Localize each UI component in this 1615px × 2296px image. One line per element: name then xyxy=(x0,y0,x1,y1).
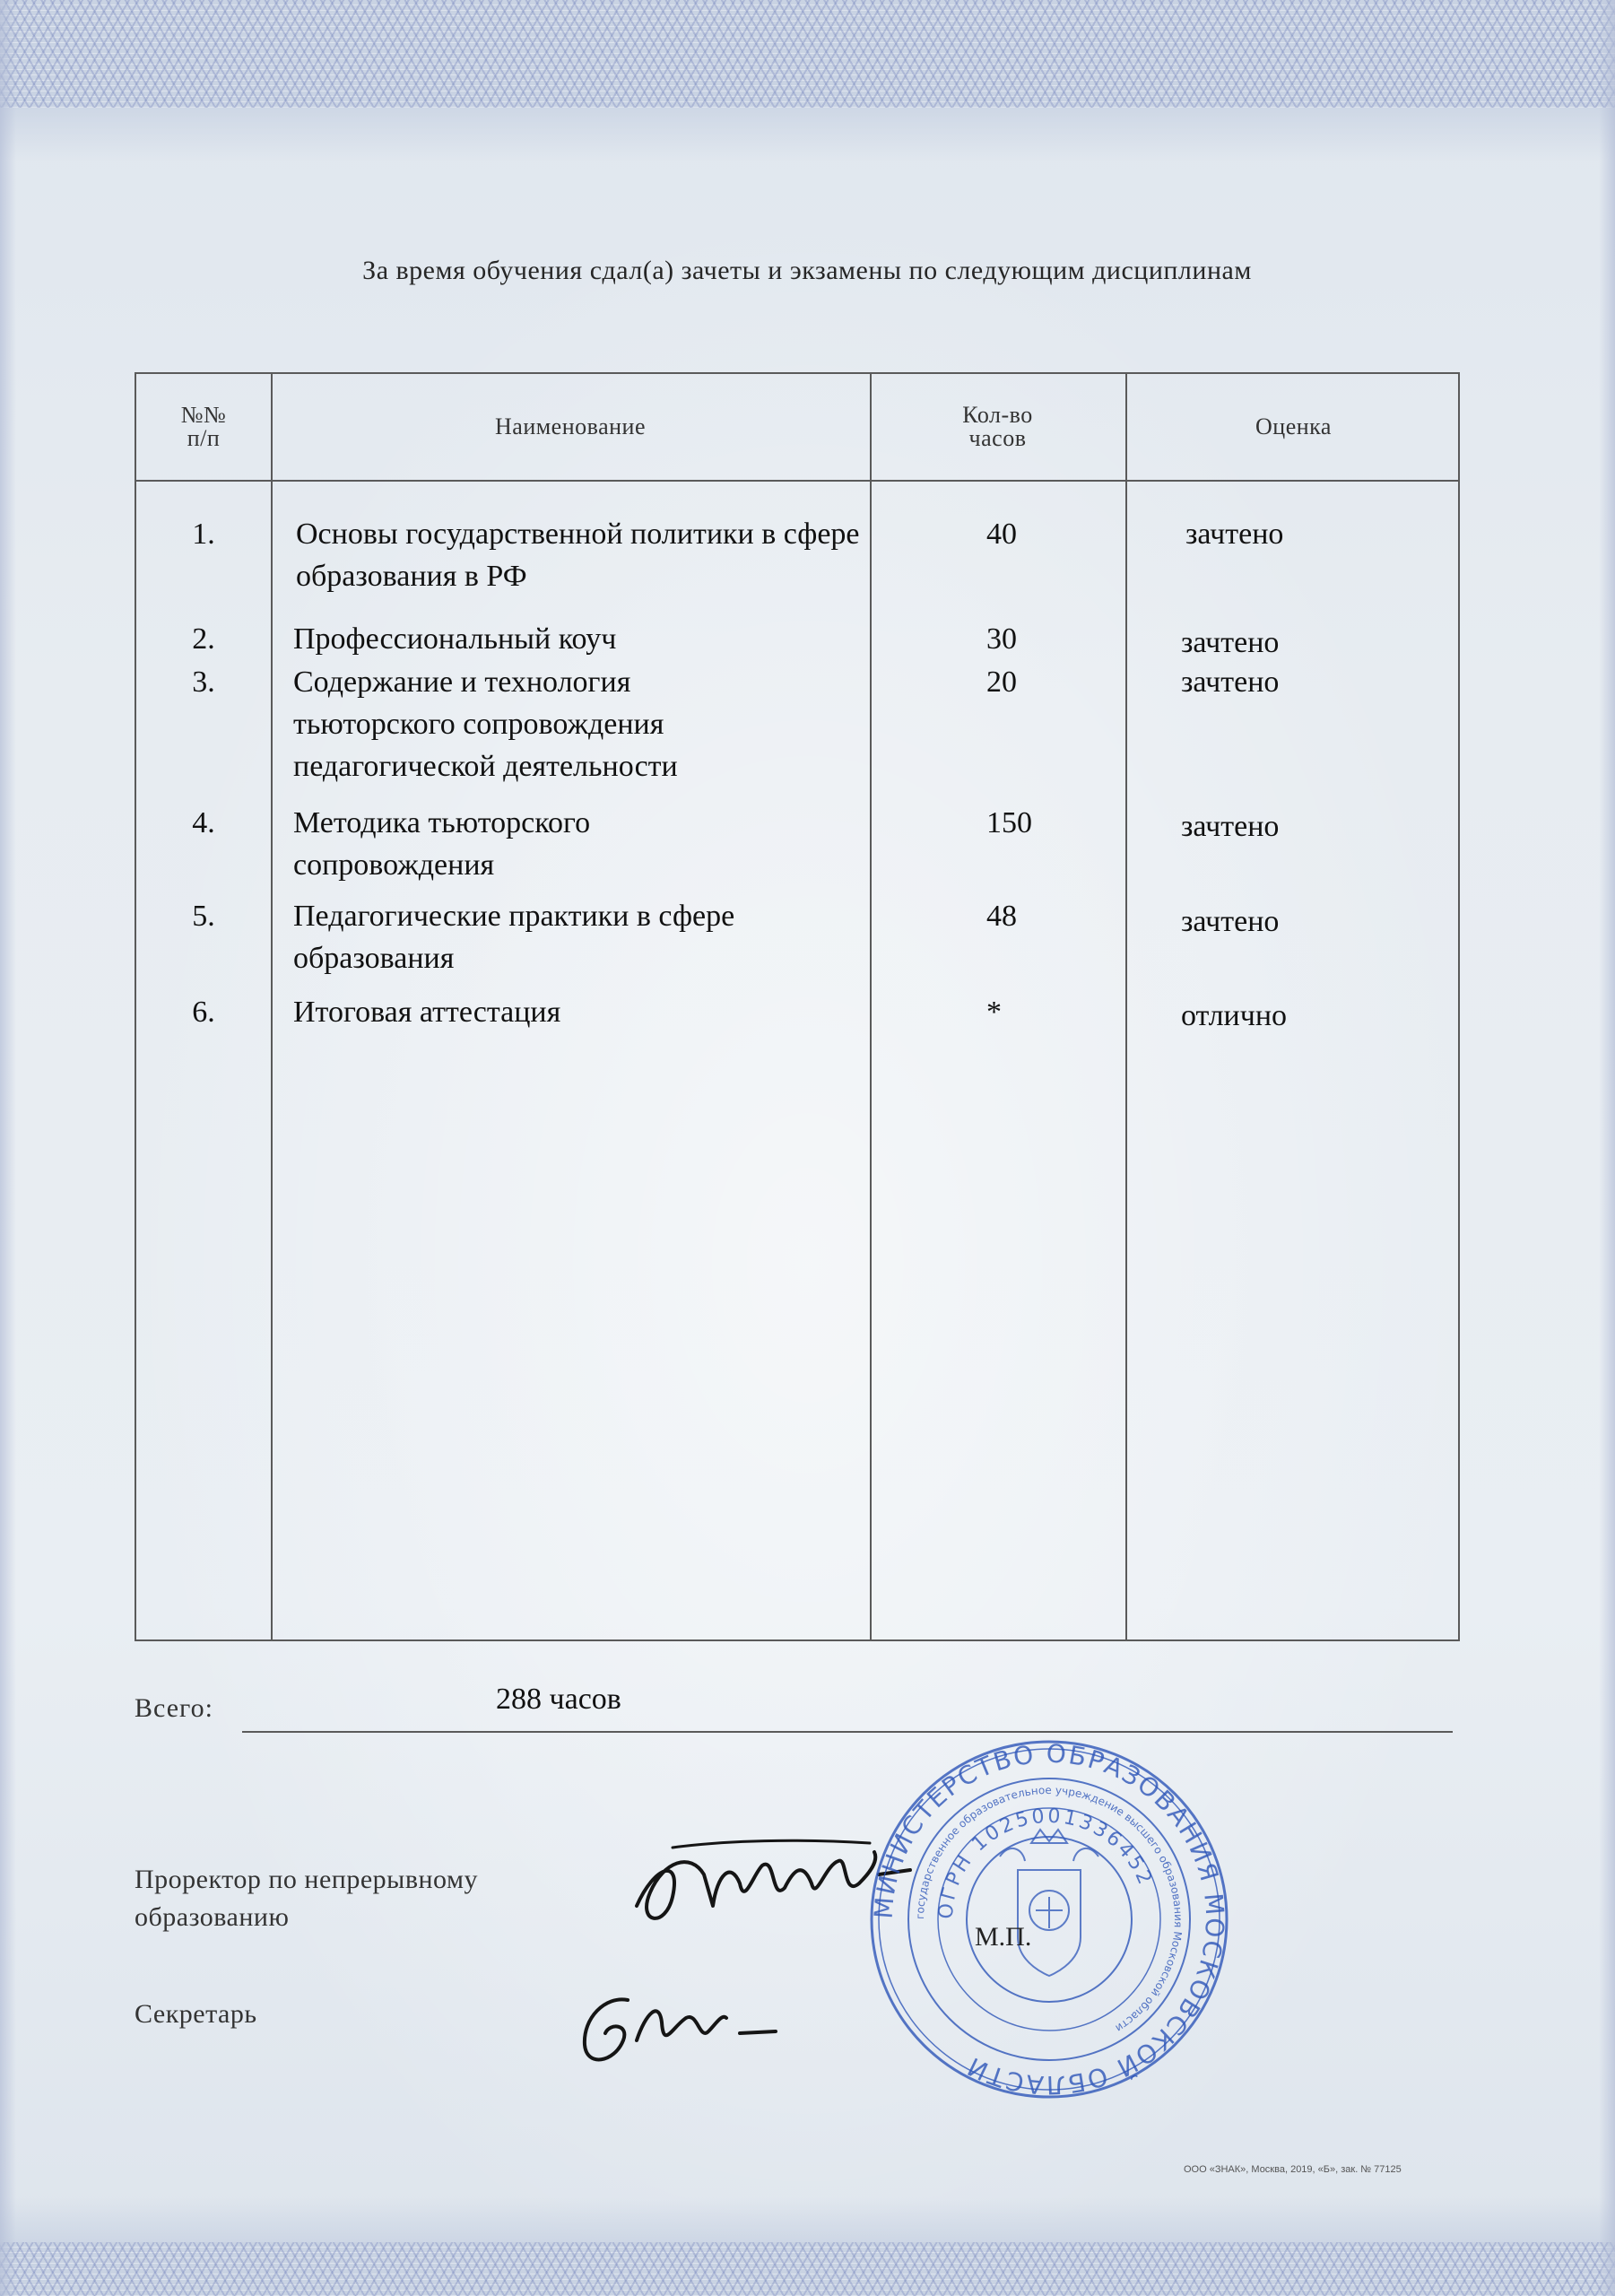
total-value: 288 часов xyxy=(496,1683,621,1716)
header-number-line1: №№ xyxy=(180,402,227,428)
row-hours: 48 xyxy=(986,900,1017,933)
header-grade: Оценка xyxy=(1255,413,1332,439)
page-edge-right xyxy=(1599,0,1615,2296)
row-hours: 40 xyxy=(986,517,1017,551)
prorector-title-line1: Проректор по непрерывному xyxy=(135,1865,478,1894)
row-grade: отлично xyxy=(1181,999,1288,1032)
row-hours: 20 xyxy=(986,665,1017,699)
header-divider xyxy=(136,480,1458,482)
header-hours-line2: часов xyxy=(968,425,1027,451)
total-underline xyxy=(242,1731,1453,1733)
page-heading: За время обучения сдал(а) зачеты и экзамены по следующим дисциплинам xyxy=(362,256,1252,285)
row-grade: зачтено xyxy=(1181,810,1280,843)
official-seal xyxy=(865,1735,1233,2103)
coat-of-arms-icon xyxy=(1000,1830,1098,1976)
column-divider xyxy=(1125,374,1127,1639)
row-grade: зачтено xyxy=(1181,905,1280,938)
printer-imprint: ООО «ЗНАК», Москва, 2019, «Б», зак. № 77125 xyxy=(1184,2164,1402,2175)
disciplines-table xyxy=(135,372,1460,1641)
prorector-title-line2: образованию xyxy=(135,1902,290,1932)
row-grade: зачтено xyxy=(1181,626,1280,659)
secretary-title: Секретарь xyxy=(135,1999,257,2029)
header-name: Наименование xyxy=(495,413,646,439)
row-discipline: Профессиональный коуч xyxy=(293,622,617,656)
header-hours-line1: Кол-во xyxy=(962,402,1033,428)
row-number: 5. xyxy=(192,900,215,933)
row-hours: 30 xyxy=(986,622,1017,656)
row-grade: зачтено xyxy=(1185,517,1284,551)
header-hours xyxy=(870,374,1125,480)
row-discipline: Педагогические практики в сфере образования xyxy=(293,900,735,975)
header-number xyxy=(136,374,271,480)
seal-inner-text: государственное образовательное учреждение высшего образования Московской области xyxy=(913,1783,1185,2035)
page-edge-left xyxy=(0,0,16,2296)
column-divider xyxy=(271,374,273,1639)
column-divider xyxy=(870,374,872,1639)
row-hours: * xyxy=(986,996,1002,1029)
total-label: Всего: xyxy=(135,1693,213,1723)
row-discipline: Основы государственной политики в сфере образования в РФ xyxy=(296,517,860,593)
guilloche-fade-top xyxy=(0,108,1615,161)
guilloche-border-top xyxy=(0,0,1615,108)
row-number: 3. xyxy=(192,665,215,699)
prorector-title xyxy=(135,1861,478,1936)
row-discipline: Итоговая аттестация xyxy=(293,996,561,1029)
guilloche-border-bottom xyxy=(0,2242,1615,2296)
header-number-line2: п/п xyxy=(187,425,221,451)
row-discipline: Содержание и технология тьюторского сопровождения педагогической деятельности xyxy=(293,665,678,783)
row-grade: зачтено xyxy=(1181,665,1280,699)
row-number: 6. xyxy=(192,996,215,1029)
seal-outer-text: МИНИСТЕРСТВО ОБРАЗОВАНИЯ МОСКОВСКОЙ ОБЛАСТИ xyxy=(868,1738,1230,2100)
secretary-signature xyxy=(574,1978,780,2076)
row-number: 2. xyxy=(192,622,215,656)
row-discipline: Методика тьюторского сопровождения xyxy=(293,806,591,882)
row-number: 1. xyxy=(192,517,215,551)
seal-place-mark: М.П. xyxy=(975,1922,1032,1952)
seal-ogrn-text: ОГРН 1025001336452 xyxy=(934,1805,1158,1920)
guilloche-fade-bottom xyxy=(0,2197,1615,2242)
row-hours: 150 xyxy=(986,806,1032,839)
row-number: 4. xyxy=(192,806,215,839)
